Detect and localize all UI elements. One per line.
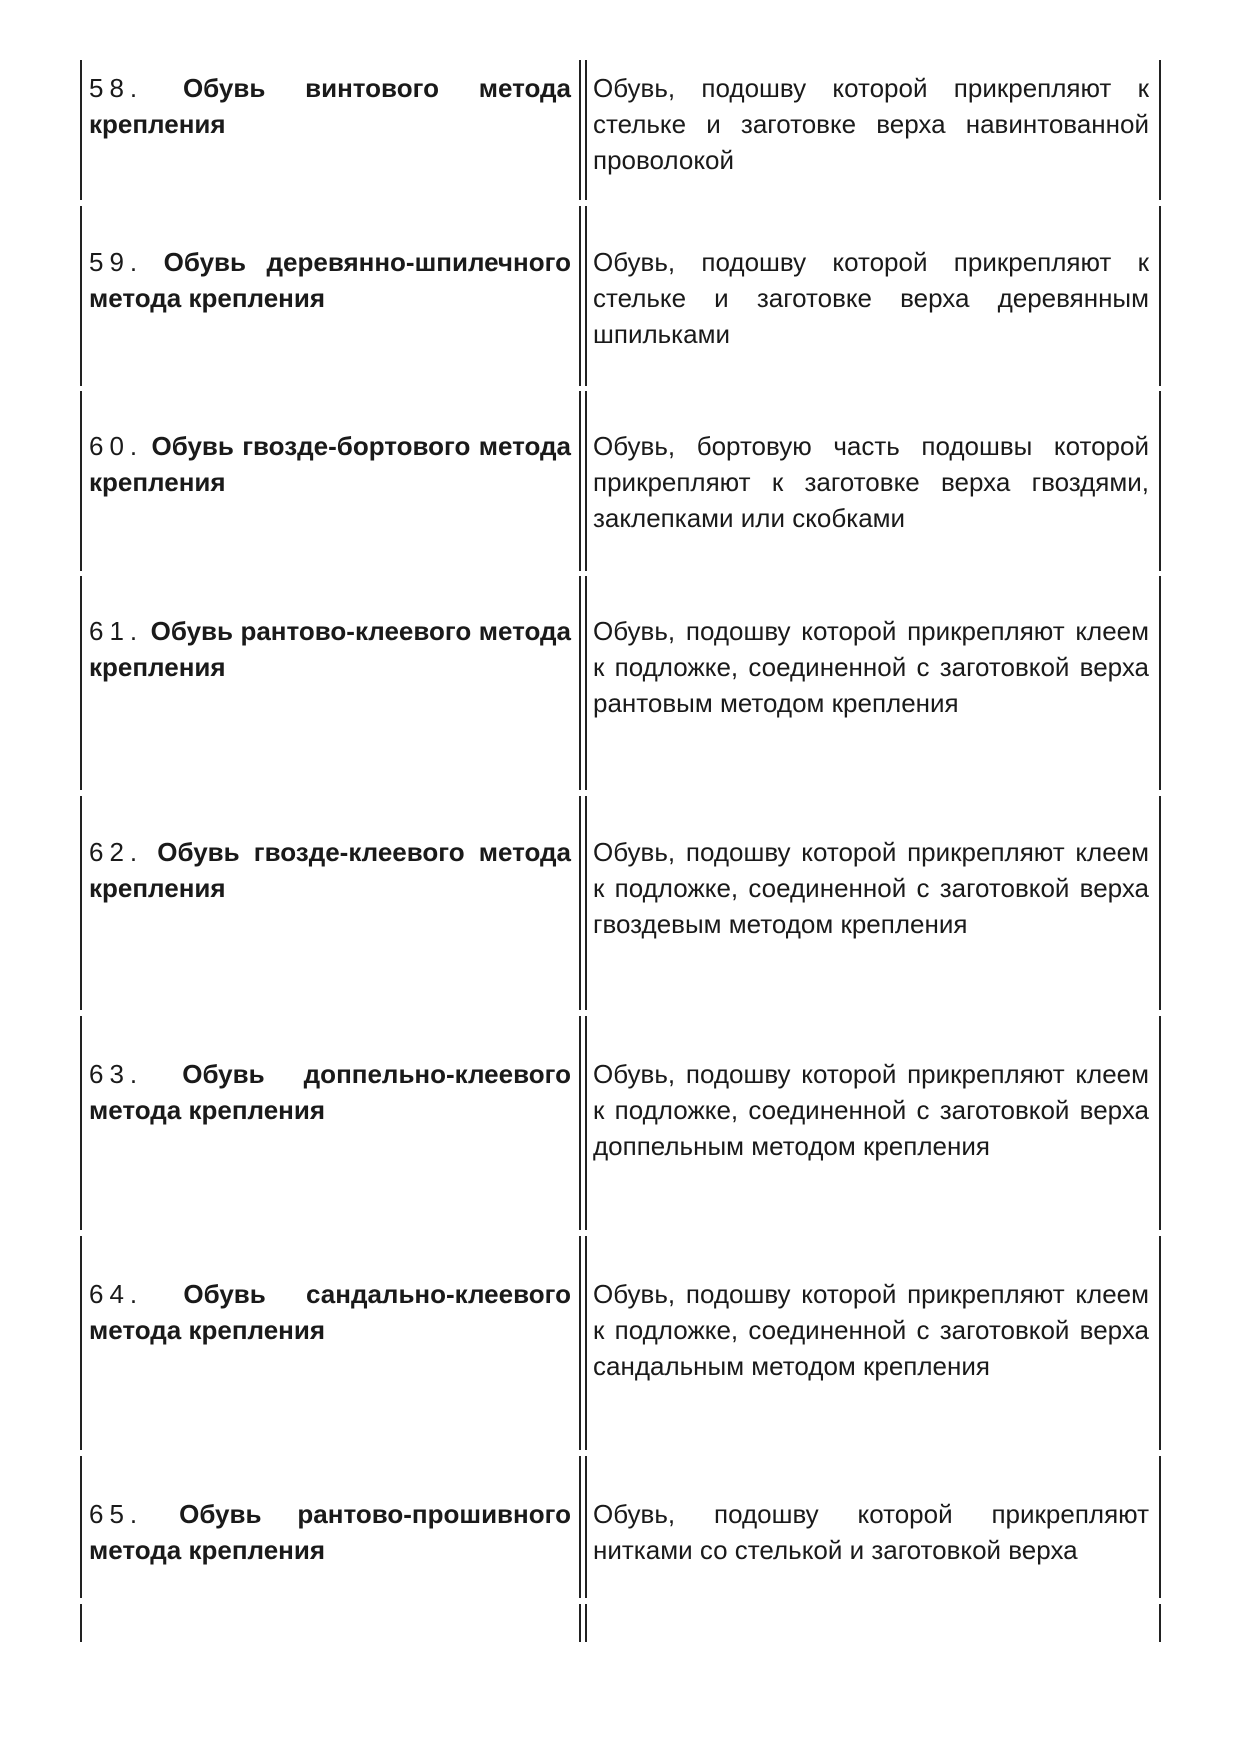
- definition-cell: Обувь, подошву которой прикрепляют клеем к подложке, соединенной с заготовкой верха доппельным методом крепления: [593, 1059, 1149, 1161]
- term-cell: [89, 1496, 571, 1568]
- term-cell: [89, 70, 571, 142]
- term-name: Обувь гвозде-клеевого метода крепления: [89, 837, 571, 903]
- term-number: 63.: [89, 1059, 144, 1089]
- table-row: [0, 1016, 1240, 1230]
- term-number: 58.: [89, 73, 144, 103]
- table-row: [0, 1456, 1240, 1598]
- definition-cell: Обувь, подошву которой прикрепляют к стельке и заготовке верха навинтованной проволокой: [593, 73, 1149, 175]
- term-name: Обувь сандально-клеевого метода крепления: [89, 1279, 571, 1345]
- table-row: [0, 60, 1240, 200]
- term-cell: [89, 613, 571, 685]
- term-name: Обувь рантово-клеевого метода крепления: [89, 616, 571, 682]
- definition-cell: Обувь, подошву которой прикрепляют к стельке и заготовке верха деревянным шпильками: [593, 247, 1149, 349]
- table-row-continuation: [0, 1604, 1240, 1642]
- term-number: 62.: [89, 837, 144, 867]
- definition-cell: Обувь, подошву которой прикрепляют клеем к подложке, соединенной с заготовкой верха гвоздевым методом крепления: [593, 837, 1149, 939]
- table-row: [0, 796, 1240, 1010]
- table-row: [0, 576, 1240, 790]
- definition-cell: Обувь, подошву которой прикрепляют нитками со стелькой и заготовкой верха: [593, 1499, 1149, 1565]
- definition-cell: Обувь, подошву которой прикрепляют клеем к подложке, соединенной с заготовкой верха рантовым методом крепления: [593, 616, 1149, 718]
- term-cell: [89, 244, 571, 316]
- definition-cell: Обувь, подошву которой прикрепляют клеем к подложке, соединенной с заготовкой верха сандальным методом крепления: [593, 1279, 1149, 1381]
- table-row: [0, 391, 1240, 571]
- term-name: Обувь гвозде-бортового метода крепления: [89, 431, 571, 497]
- table-row: [0, 1236, 1240, 1450]
- term-name: Обувь доппельно-клеевого метода крепления: [89, 1059, 571, 1125]
- term-number: 65.: [89, 1499, 144, 1529]
- term-number: 59.: [89, 247, 144, 277]
- term-cell: [89, 428, 571, 500]
- term-name: Обувь винтового метода крепления: [89, 73, 571, 139]
- term-number: 61.: [89, 616, 144, 646]
- term-cell: [89, 834, 571, 906]
- term-name: Обувь деревянно-шпилечного метода крепления: [89, 247, 571, 313]
- term-name: Обувь рантово-прошивного метода крепления: [89, 1499, 571, 1565]
- definition-cell: Обувь, бортовую часть подошвы которой прикрепляют к заготовке верха гвоздями, заклепками или скобками: [593, 431, 1149, 533]
- term-cell: [89, 1056, 571, 1128]
- term-cell: [89, 1276, 571, 1348]
- term-number: 64.: [89, 1279, 144, 1309]
- term-number: 60.: [89, 431, 144, 461]
- table-row: [0, 206, 1240, 386]
